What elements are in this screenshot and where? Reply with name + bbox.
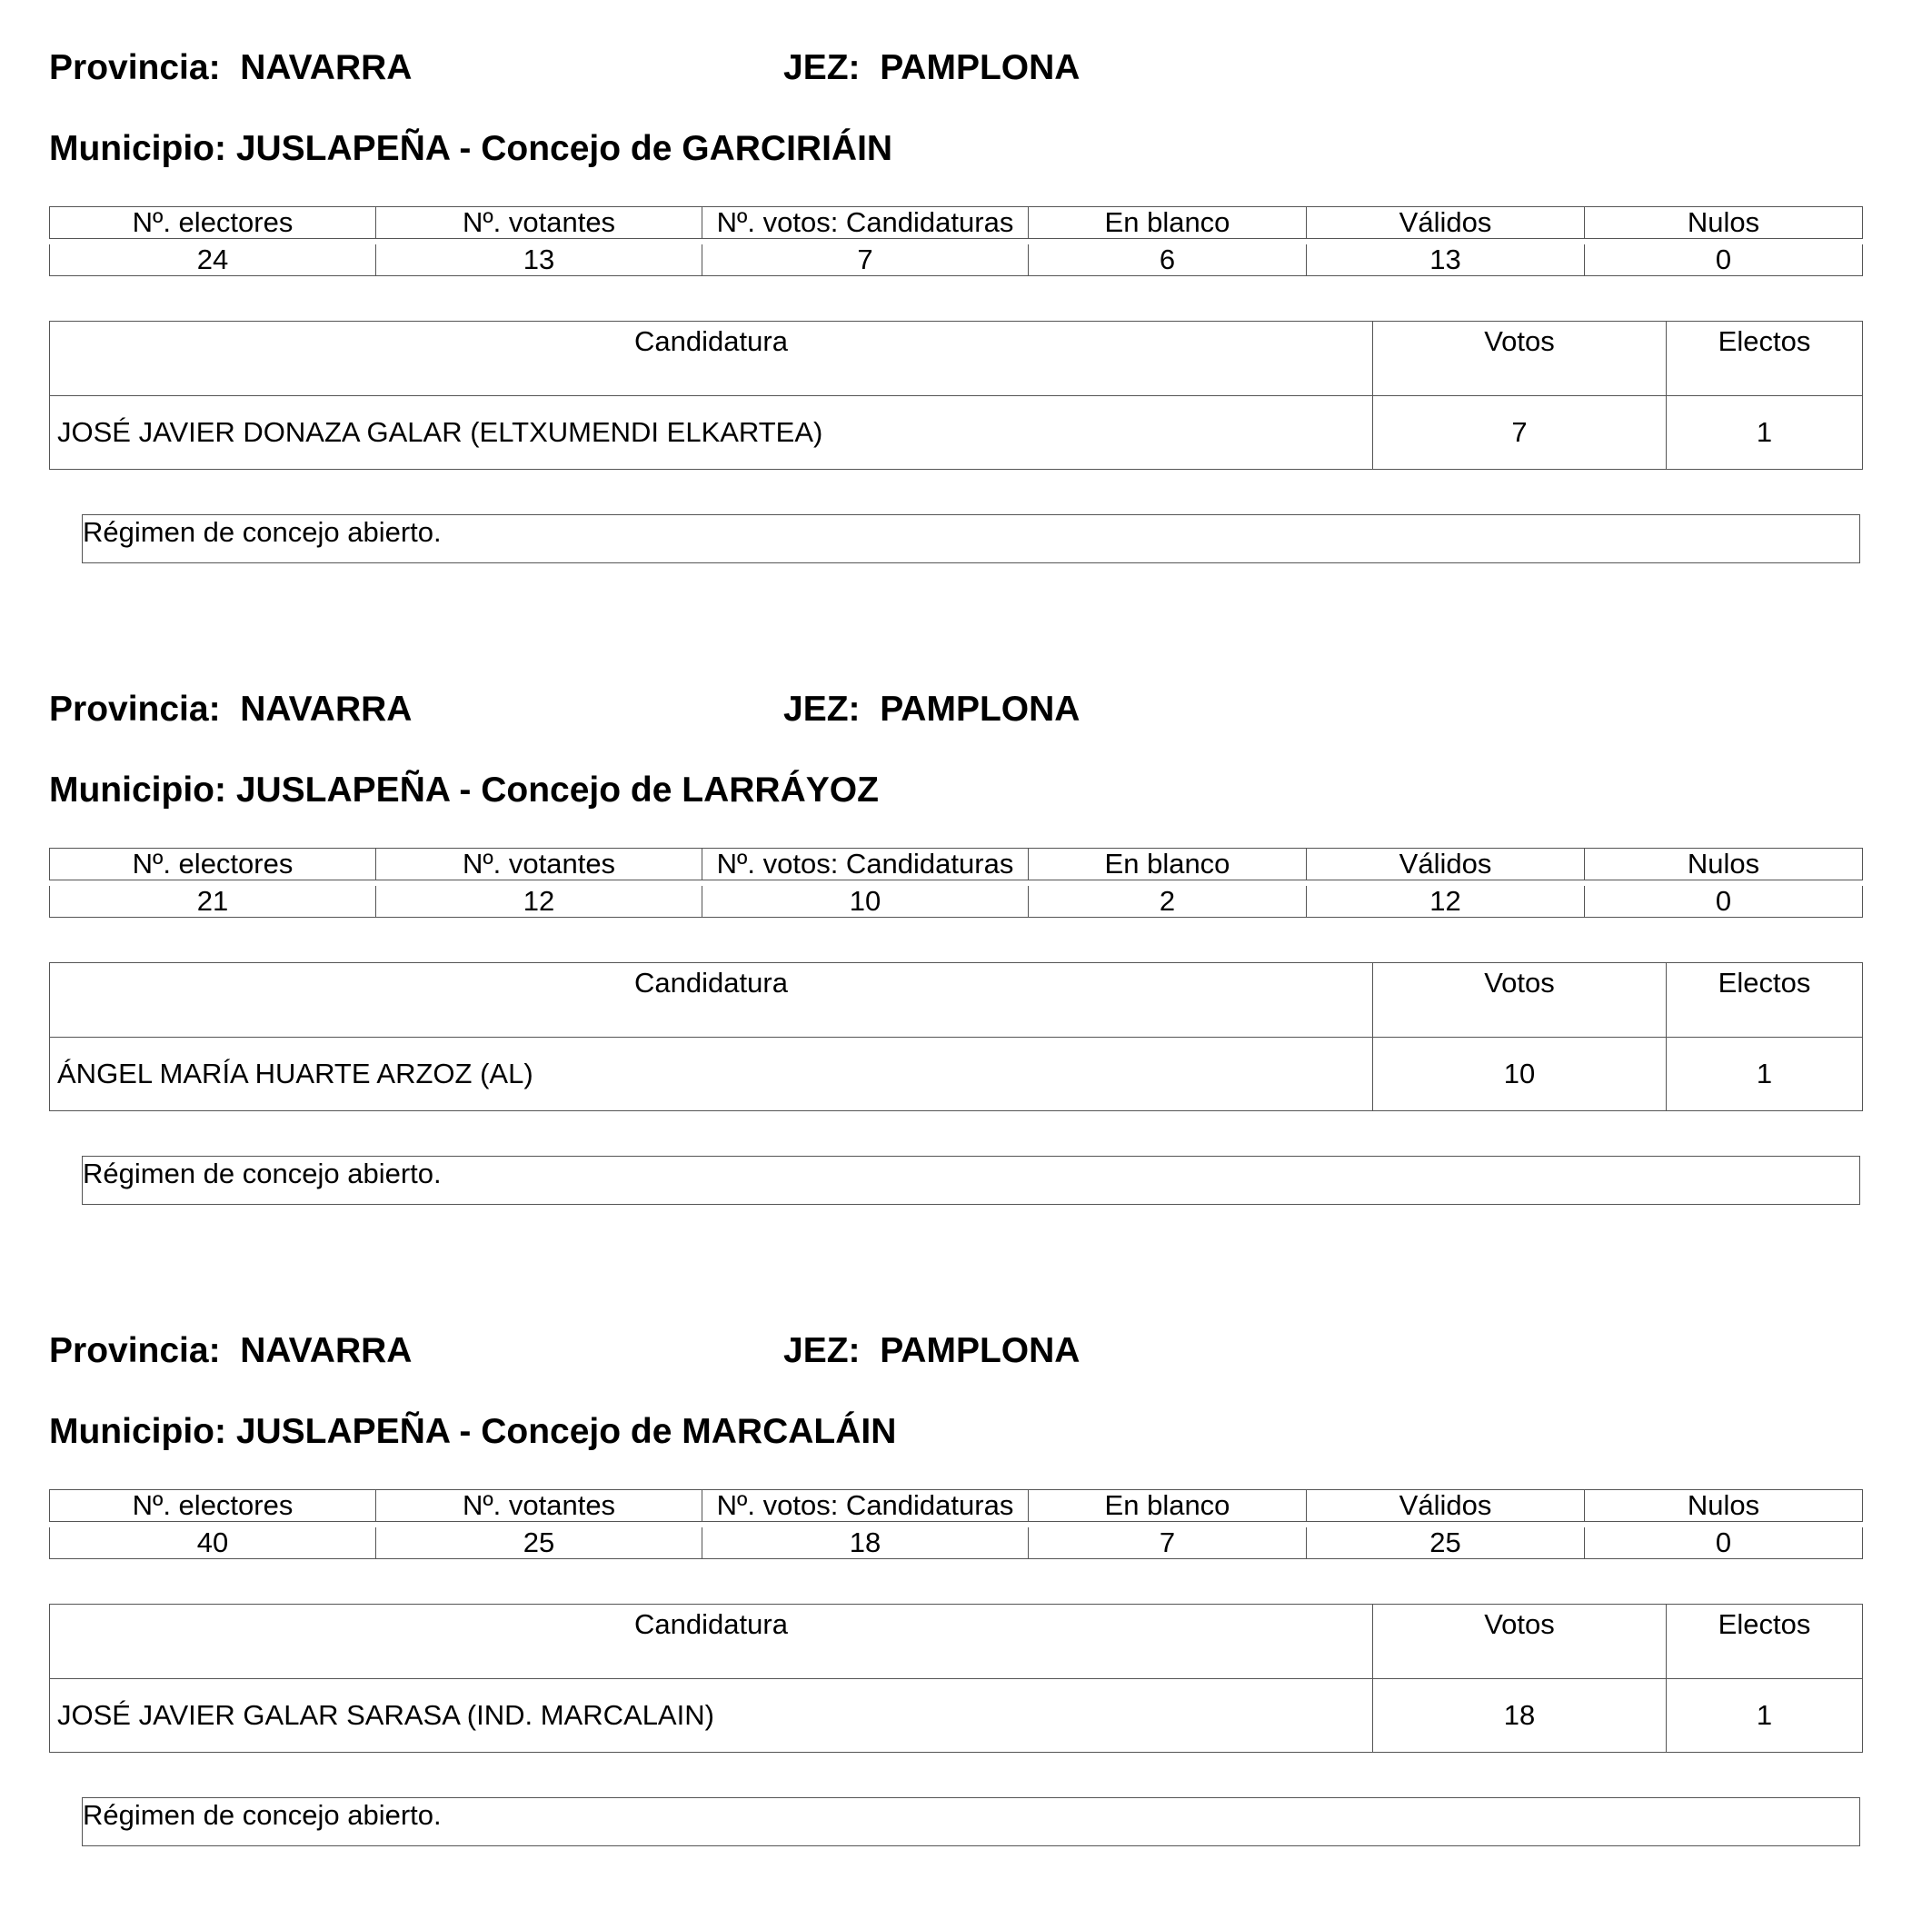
stats-header-row xyxy=(50,849,1863,880)
stats-values-row xyxy=(50,1527,1863,1559)
stats-header-cell: En blanco xyxy=(1029,1490,1307,1522)
stats-value-cell: 40 xyxy=(50,1527,376,1559)
stats-value-cell: 21 xyxy=(50,886,376,918)
stats-header-cell: Nº. electores xyxy=(50,849,376,880)
stats-value-cell: 10 xyxy=(702,886,1029,918)
concejo-section xyxy=(0,641,1932,1278)
stats-header-cell: Nº. electores xyxy=(50,207,376,239)
stats-header-cell: Nº. votantes xyxy=(376,1490,702,1522)
stats-header-row xyxy=(50,1490,1863,1522)
candidate-votes: 18 xyxy=(1373,1679,1667,1753)
candidatura-header-cell: Candidatura xyxy=(50,322,1373,396)
stats-table xyxy=(49,848,1863,918)
candidate-electos: 1 xyxy=(1667,396,1863,470)
candidatura-header-cell: Candidatura xyxy=(50,1605,1373,1679)
candidate-electos: 1 xyxy=(1667,1038,1863,1111)
stats-header-row xyxy=(50,207,1863,239)
jez-heading: JEZ: PAMPLONA xyxy=(783,48,1081,87)
regimen-note: Régimen de concejo abierto. xyxy=(82,514,1860,563)
candidatura-row xyxy=(50,396,1863,470)
candidatura-header-row xyxy=(50,963,1863,1038)
stats-value-cell: 0 xyxy=(1585,1527,1863,1559)
municipio-heading: Municipio: JUSLAPEÑA - Concejo de MARCALÁIN xyxy=(49,1412,897,1451)
candidatura-row xyxy=(50,1038,1863,1111)
stats-header-cell: Nº. votantes xyxy=(376,207,702,239)
provincia-heading: Provincia: NAVARRA xyxy=(49,48,413,87)
stats-value-cell: 7 xyxy=(1029,1527,1307,1559)
stats-table xyxy=(49,206,1863,276)
stats-header-cell: Nº. electores xyxy=(50,1490,376,1522)
stats-header-cell: Nulos xyxy=(1585,1490,1863,1522)
stats-value-cell: 0 xyxy=(1585,244,1863,276)
concejo-section xyxy=(0,0,1932,636)
stats-header-cell: Nº. votos: Candidaturas xyxy=(702,849,1029,880)
stats-header-cell: Válidos xyxy=(1307,849,1585,880)
stats-header-cell: Nº. votantes xyxy=(376,849,702,880)
municipio-heading: Municipio: JUSLAPEÑA - Concejo de GARCIRIÁIN xyxy=(49,129,893,168)
stats-header-cell: Nº. votos: Candidaturas xyxy=(702,1490,1029,1522)
regimen-note: Régimen de concejo abierto. xyxy=(82,1156,1860,1205)
candidatura-table xyxy=(49,962,1863,1111)
stats-value-cell: 25 xyxy=(376,1527,702,1559)
stats-header-cell: Nulos xyxy=(1585,207,1863,239)
stats-table xyxy=(49,1489,1863,1559)
municipio-heading: Municipio: JUSLAPEÑA - Concejo de LARRÁYOZ xyxy=(49,771,879,810)
candidatura-header-cell: Electos xyxy=(1667,963,1863,1038)
candidatura-header-cell: Votos xyxy=(1373,322,1667,396)
stats-value-cell: 12 xyxy=(1307,886,1585,918)
jez-heading: JEZ: PAMPLONA xyxy=(783,690,1081,729)
candidatura-header-cell: Electos xyxy=(1667,1605,1863,1679)
stats-value-cell: 13 xyxy=(376,244,702,276)
candidatura-row xyxy=(50,1679,1863,1753)
regimen-note: Régimen de concejo abierto. xyxy=(82,1797,1860,1846)
stats-header-cell: Válidos xyxy=(1307,1490,1585,1522)
candidatura-table xyxy=(49,321,1863,470)
stats-value-cell: 18 xyxy=(702,1527,1029,1559)
stats-value-cell: 7 xyxy=(702,244,1029,276)
stats-value-cell: 25 xyxy=(1307,1527,1585,1559)
stats-header-cell: Válidos xyxy=(1307,207,1585,239)
candidatura-header-cell: Candidatura xyxy=(50,963,1373,1038)
stats-header-cell: En blanco xyxy=(1029,207,1307,239)
candidate-votes: 10 xyxy=(1373,1038,1667,1111)
candidate-name: JOSÉ JAVIER GALAR SARASA (IND. MARCALAIN) xyxy=(50,1679,1373,1753)
provincia-heading: Provincia: NAVARRA xyxy=(49,1331,413,1370)
stats-values-row xyxy=(50,244,1863,276)
stats-header-cell: Nulos xyxy=(1585,849,1863,880)
candidate-votes: 7 xyxy=(1373,396,1667,470)
stats-values-row xyxy=(50,886,1863,918)
stats-header-cell: En blanco xyxy=(1029,849,1307,880)
candidatura-header-cell: Electos xyxy=(1667,322,1863,396)
stats-value-cell: 6 xyxy=(1029,244,1307,276)
candidate-electos: 1 xyxy=(1667,1679,1863,1753)
candidatura-header-cell: Votos xyxy=(1373,1605,1667,1679)
stats-value-cell: 24 xyxy=(50,244,376,276)
candidate-name: ÁNGEL MARÍA HUARTE ARZOZ (AL) xyxy=(50,1038,1373,1111)
stats-value-cell: 12 xyxy=(376,886,702,918)
provincia-heading: Provincia: NAVARRA xyxy=(49,690,413,729)
candidatura-header-row xyxy=(50,322,1863,396)
candidatura-header-row xyxy=(50,1605,1863,1679)
candidatura-header-cell: Votos xyxy=(1373,963,1667,1038)
stats-header-cell: Nº. votos: Candidaturas xyxy=(702,207,1029,239)
stats-value-cell: 13 xyxy=(1307,244,1585,276)
candidate-name: JOSÉ JAVIER DONAZA GALAR (ELTXUMENDI ELKARTEA) xyxy=(50,396,1373,470)
stats-value-cell: 2 xyxy=(1029,886,1307,918)
candidatura-table xyxy=(49,1604,1863,1753)
concejo-section xyxy=(0,1283,1932,1919)
jez-heading: JEZ: PAMPLONA xyxy=(783,1331,1081,1370)
stats-value-cell: 0 xyxy=(1585,886,1863,918)
